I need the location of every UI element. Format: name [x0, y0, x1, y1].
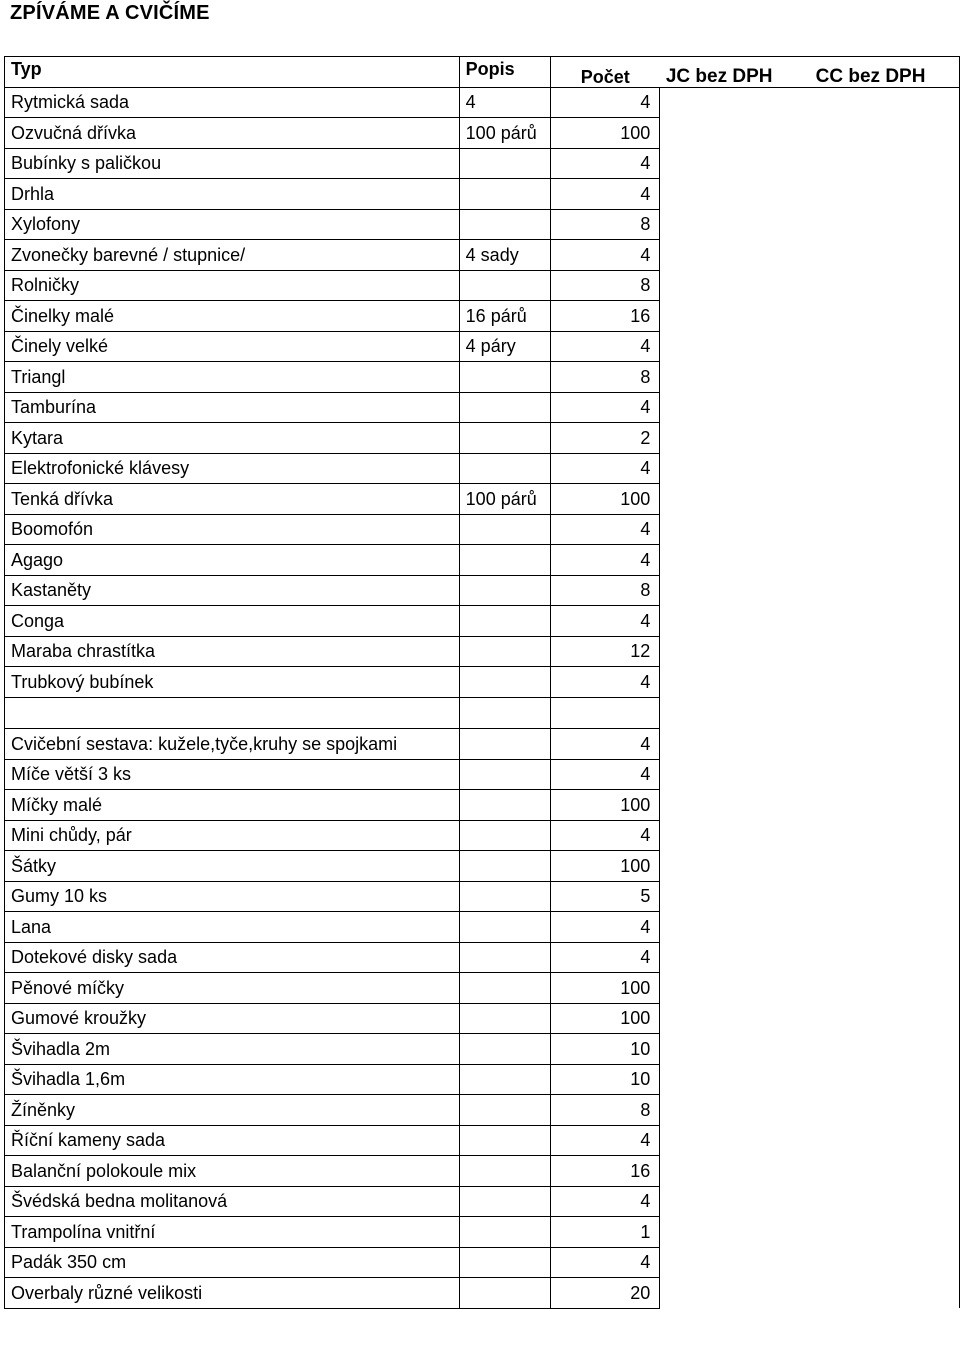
cell-popis — [459, 606, 550, 637]
cell-pocet: 4 — [550, 331, 660, 362]
cell-popis — [459, 851, 550, 882]
table-row — [5, 636, 960, 667]
cell-jc-bez-dph — [660, 148, 810, 179]
cell-jc-bez-dph — [660, 453, 810, 484]
cell-jc-bez-dph — [660, 545, 810, 576]
cell-popis — [459, 820, 550, 851]
page-title: ZPÍVÁME A CVIČÍME — [10, 2, 210, 24]
cell-pocet — [550, 697, 660, 729]
cell-popis — [459, 881, 550, 912]
cell-cc-bez-dph — [810, 820, 960, 851]
cell-cc-bez-dph — [810, 697, 960, 729]
cell-popis: 100 párů — [459, 484, 550, 515]
cell-typ: Maraba chrastítka — [5, 636, 460, 667]
cell-jc-bez-dph — [660, 973, 810, 1004]
cell-pocet: 100 — [550, 973, 660, 1004]
cell-cc-bez-dph — [810, 179, 960, 210]
header-cc-bez-dph: CC bez DPH — [810, 57, 960, 88]
cell-pocet: 4 — [550, 179, 660, 210]
cell-popis — [459, 423, 550, 454]
table-row — [5, 667, 960, 698]
cell-popis — [459, 636, 550, 667]
cell-cc-bez-dph — [810, 270, 960, 301]
cell-typ: Míčky malé — [5, 790, 460, 821]
cell-pocet: 4 — [550, 1125, 660, 1156]
cell-typ: Cvičební sestava: kužele,tyče,kruhy se spojkami — [5, 729, 460, 760]
cell-typ: Činelky malé — [5, 301, 460, 332]
cell-cc-bez-dph — [810, 453, 960, 484]
table-row — [5, 1247, 960, 1278]
cell-cc-bez-dph — [810, 87, 960, 118]
table-row — [5, 545, 960, 576]
cell-typ: Balanční polokoule mix — [5, 1156, 460, 1187]
cell-typ: Kastaněty — [5, 575, 460, 606]
cell-cc-bez-dph — [810, 514, 960, 545]
cell-pocet: 8 — [550, 1095, 660, 1126]
cell-popis — [459, 392, 550, 423]
cell-cc-bez-dph — [810, 423, 960, 454]
cell-jc-bez-dph — [660, 790, 810, 821]
cell-pocet: 4 — [550, 514, 660, 545]
cell-pocet: 10 — [550, 1064, 660, 1095]
cell-popis — [459, 514, 550, 545]
cell-popis — [459, 1278, 550, 1309]
cell-cc-bez-dph — [810, 1278, 960, 1309]
cell-pocet: 1 — [550, 1217, 660, 1248]
cell-popis: 100 párů — [459, 118, 550, 149]
cell-jc-bez-dph — [660, 729, 810, 760]
cell-jc-bez-dph — [660, 1095, 810, 1126]
cell-cc-bez-dph — [810, 148, 960, 179]
cell-jc-bez-dph — [660, 759, 810, 790]
cell-typ: Padák 350 cm — [5, 1247, 460, 1278]
cell-jc-bez-dph — [660, 179, 810, 210]
header-popis: Popis — [459, 57, 550, 88]
cell-jc-bez-dph — [660, 606, 810, 637]
table-row — [5, 1003, 960, 1034]
cell-popis: 4 sady — [459, 240, 550, 271]
cell-popis — [459, 790, 550, 821]
cell-typ: Rytmická sada — [5, 87, 460, 118]
cell-pocet: 4 — [550, 1247, 660, 1278]
cell-cc-bez-dph — [810, 729, 960, 760]
cell-cc-bez-dph — [810, 912, 960, 943]
cell-pocet: 2 — [550, 423, 660, 454]
cell-typ: Elektrofonické klávesy — [5, 453, 460, 484]
cell-pocet: 4 — [550, 240, 660, 271]
table-row — [5, 423, 960, 454]
cell-popis — [459, 942, 550, 973]
cell-typ: Conga — [5, 606, 460, 637]
cell-jc-bez-dph — [660, 362, 810, 393]
cell-typ: Říční kameny sada — [5, 1125, 460, 1156]
table-row — [5, 759, 960, 790]
cell-popis — [459, 209, 550, 240]
cell-jc-bez-dph — [660, 820, 810, 851]
cell-typ: Mini chůdy, pár — [5, 820, 460, 851]
cell-cc-bez-dph — [810, 1064, 960, 1095]
cell-typ: Činely velké — [5, 331, 460, 362]
cell-popis — [459, 697, 550, 729]
cell-cc-bez-dph — [810, 545, 960, 576]
cell-popis — [459, 973, 550, 1004]
cell-cc-bez-dph — [810, 790, 960, 821]
cell-cc-bez-dph — [810, 636, 960, 667]
cell-popis — [459, 1034, 550, 1065]
cell-cc-bez-dph — [810, 118, 960, 149]
table-row — [5, 301, 960, 332]
cell-pocet: 4 — [550, 759, 660, 790]
cell-pocet: 100 — [550, 118, 660, 149]
cell-jc-bez-dph — [660, 118, 810, 149]
cell-pocet: 8 — [550, 362, 660, 393]
cell-cc-bez-dph — [810, 484, 960, 515]
cell-pocet: 4 — [550, 545, 660, 576]
cell-popis — [459, 148, 550, 179]
cell-jc-bez-dph — [660, 697, 810, 729]
cell-jc-bez-dph — [660, 1064, 810, 1095]
cell-cc-bez-dph — [810, 331, 960, 362]
cell-jc-bez-dph — [660, 667, 810, 698]
cell-popis — [459, 1003, 550, 1034]
cell-typ: Šátky — [5, 851, 460, 882]
table-row — [5, 514, 960, 545]
cell-typ: Rolničky — [5, 270, 460, 301]
cell-typ: Ozvučná dřívka — [5, 118, 460, 149]
table-row — [5, 331, 960, 362]
cell-typ: Gumové kroužky — [5, 1003, 460, 1034]
table-row — [5, 973, 960, 1004]
cell-popis — [459, 545, 550, 576]
cell-pocet: 4 — [550, 1186, 660, 1217]
cell-pocet: 4 — [550, 606, 660, 637]
cell-jc-bez-dph — [660, 1278, 810, 1309]
cell-typ: Trampolína vnitřní — [5, 1217, 460, 1248]
cell-cc-bez-dph — [810, 1156, 960, 1187]
cell-jc-bez-dph — [660, 1003, 810, 1034]
table-row — [5, 362, 960, 393]
table-row — [5, 1095, 960, 1126]
cell-pocet: 20 — [550, 1278, 660, 1309]
cell-typ: Švihadla 1,6m — [5, 1064, 460, 1095]
cell-jc-bez-dph — [660, 301, 810, 332]
cell-popis: 4 páry — [459, 331, 550, 362]
cell-popis — [459, 575, 550, 606]
cell-popis — [459, 1217, 550, 1248]
cell-cc-bez-dph — [810, 759, 960, 790]
cell-cc-bez-dph — [810, 606, 960, 637]
cell-cc-bez-dph — [810, 1125, 960, 1156]
cell-jc-bez-dph — [660, 484, 810, 515]
table-row — [5, 1064, 960, 1095]
cell-jc-bez-dph — [660, 912, 810, 943]
cell-pocet: 100 — [550, 484, 660, 515]
cell-cc-bez-dph — [810, 301, 960, 332]
cell-pocet: 4 — [550, 912, 660, 943]
cell-pocet: 100 — [550, 790, 660, 821]
cell-popis — [459, 1095, 550, 1126]
cell-typ: Bubínky s paličkou — [5, 148, 460, 179]
cell-pocet: 16 — [550, 1156, 660, 1187]
cell-typ: Trubkový bubínek — [5, 667, 460, 698]
table-row — [5, 606, 960, 637]
cell-cc-bez-dph — [810, 1247, 960, 1278]
cell-pocet: 8 — [550, 575, 660, 606]
table-row — [5, 729, 960, 760]
cell-pocet: 100 — [550, 851, 660, 882]
cell-typ — [5, 697, 460, 729]
table-row — [5, 575, 960, 606]
cell-pocet: 16 — [550, 301, 660, 332]
cell-popis — [459, 1156, 550, 1187]
cell-popis — [459, 453, 550, 484]
cell-cc-bez-dph — [810, 1034, 960, 1065]
cell-jc-bez-dph — [660, 514, 810, 545]
table-row — [5, 87, 960, 118]
table-row — [5, 1186, 960, 1217]
cell-jc-bez-dph — [660, 851, 810, 882]
table-row — [5, 881, 960, 912]
cell-typ: Xylofony — [5, 209, 460, 240]
cell-jc-bez-dph — [660, 87, 810, 118]
cell-jc-bez-dph — [660, 270, 810, 301]
table-row — [5, 240, 960, 271]
cell-popis — [459, 1247, 550, 1278]
cell-cc-bez-dph — [810, 1095, 960, 1126]
cell-jc-bez-dph — [660, 423, 810, 454]
table-row — [5, 453, 960, 484]
table-row — [5, 697, 960, 729]
table-row — [5, 270, 960, 301]
cell-cc-bez-dph — [810, 667, 960, 698]
cell-pocet: 5 — [550, 881, 660, 912]
table-row — [5, 912, 960, 943]
cell-pocet: 100 — [550, 1003, 660, 1034]
cell-typ: Tenká dřívka — [5, 484, 460, 515]
cell-cc-bez-dph — [810, 881, 960, 912]
table-row — [5, 820, 960, 851]
table-row — [5, 179, 960, 210]
cell-popis — [459, 270, 550, 301]
cell-jc-bez-dph — [660, 240, 810, 271]
cell-popis — [459, 179, 550, 210]
cell-pocet: 4 — [550, 667, 660, 698]
cell-jc-bez-dph — [660, 331, 810, 362]
cell-pocet: 4 — [550, 148, 660, 179]
cell-typ: Overbaly různé velikosti — [5, 1278, 460, 1309]
cell-cc-bez-dph — [810, 362, 960, 393]
cell-jc-bez-dph — [660, 1034, 810, 1065]
table-row — [5, 392, 960, 423]
table-row — [5, 942, 960, 973]
cell-typ: Drhla — [5, 179, 460, 210]
cell-typ: Zvonečky barevné / stupnice/ — [5, 240, 460, 271]
cell-typ: Míče větší 3 ks — [5, 759, 460, 790]
cell-popis — [459, 362, 550, 393]
cell-pocet: 12 — [550, 636, 660, 667]
cell-jc-bez-dph — [660, 1247, 810, 1278]
table-header-row — [5, 57, 960, 88]
cell-pocet: 4 — [550, 729, 660, 760]
cell-typ: Švédská bedna molitanová — [5, 1186, 460, 1217]
cell-jc-bez-dph — [660, 1186, 810, 1217]
cell-popis — [459, 912, 550, 943]
inventory-table — [4, 56, 960, 1309]
cell-cc-bez-dph — [810, 240, 960, 271]
table-row — [5, 484, 960, 515]
cell-typ: Gumy 10 ks — [5, 881, 460, 912]
table-row — [5, 1278, 960, 1309]
table-body — [5, 87, 960, 1308]
cell-jc-bez-dph — [660, 1125, 810, 1156]
table-row — [5, 118, 960, 149]
cell-popis: 4 — [459, 87, 550, 118]
cell-typ: Agago — [5, 545, 460, 576]
cell-pocet: 10 — [550, 1034, 660, 1065]
cell-pocet: 4 — [550, 453, 660, 484]
cell-jc-bez-dph — [660, 1217, 810, 1248]
cell-pocet: 8 — [550, 209, 660, 240]
cell-pocet: 8 — [550, 270, 660, 301]
cell-cc-bez-dph — [810, 392, 960, 423]
cell-jc-bez-dph — [660, 1156, 810, 1187]
cell-typ: Žíněnky — [5, 1095, 460, 1126]
cell-typ: Pěnové míčky — [5, 973, 460, 1004]
table-row — [5, 1217, 960, 1248]
cell-typ: Kytara — [5, 423, 460, 454]
cell-popis — [459, 729, 550, 760]
table-row — [5, 1034, 960, 1065]
table-row — [5, 1156, 960, 1187]
cell-typ: Tamburína — [5, 392, 460, 423]
cell-cc-bez-dph — [810, 1217, 960, 1248]
table-row — [5, 790, 960, 821]
table-row — [5, 1125, 960, 1156]
cell-cc-bez-dph — [810, 1003, 960, 1034]
header-typ: Typ — [5, 57, 460, 88]
cell-popis — [459, 1064, 550, 1095]
cell-jc-bez-dph — [660, 575, 810, 606]
cell-pocet: 4 — [550, 942, 660, 973]
cell-typ: Dotekové disky sada — [5, 942, 460, 973]
header-pocet: Počet — [550, 57, 660, 88]
table-row — [5, 851, 960, 882]
cell-typ: Boomofón — [5, 514, 460, 545]
cell-typ: Lana — [5, 912, 460, 943]
table-row — [5, 209, 960, 240]
cell-cc-bez-dph — [810, 1186, 960, 1217]
cell-pocet: 4 — [550, 820, 660, 851]
cell-jc-bez-dph — [660, 392, 810, 423]
cell-jc-bez-dph — [660, 209, 810, 240]
cell-popis — [459, 1186, 550, 1217]
cell-popis — [459, 1125, 550, 1156]
cell-pocet: 4 — [550, 392, 660, 423]
cell-typ: Triangl — [5, 362, 460, 393]
header-jc-bez-dph: JC bez DPH — [660, 57, 810, 88]
cell-popis — [459, 667, 550, 698]
cell-jc-bez-dph — [660, 881, 810, 912]
cell-cc-bez-dph — [810, 973, 960, 1004]
cell-popis: 16 párů — [459, 301, 550, 332]
cell-cc-bez-dph — [810, 209, 960, 240]
cell-popis — [459, 759, 550, 790]
cell-cc-bez-dph — [810, 851, 960, 882]
cell-cc-bez-dph — [810, 575, 960, 606]
cell-cc-bez-dph — [810, 942, 960, 973]
table-row — [5, 148, 960, 179]
cell-pocet: 4 — [550, 87, 660, 118]
cell-jc-bez-dph — [660, 636, 810, 667]
cell-typ: Švihadla 2m — [5, 1034, 460, 1065]
cell-jc-bez-dph — [660, 942, 810, 973]
